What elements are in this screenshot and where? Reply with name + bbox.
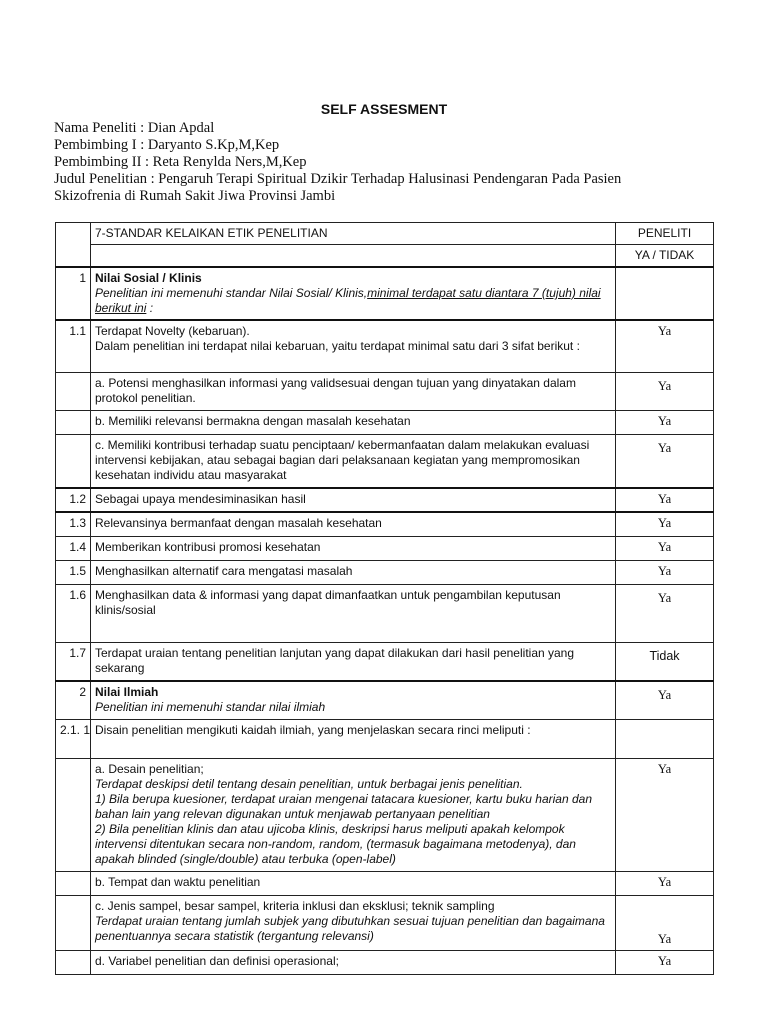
row-number: 1	[56, 267, 91, 320]
row-text: Terdapat Novelty (kebaruan). Dalam penelitian ini terdapat nilai kebaruan, yaitu terdapat minimal satu dari 3 sifat berikut :	[91, 320, 616, 372]
row-number	[56, 871, 91, 895]
row-answer: Ya	[616, 372, 714, 410]
row-number	[56, 372, 91, 410]
table-row	[56, 681, 714, 719]
row-number: 1.2	[56, 488, 91, 512]
row-number: 1.5	[56, 560, 91, 584]
header-empty-cell	[91, 245, 616, 268]
table-row	[56, 895, 714, 950]
research-title-line-2: Skizofrenia di Rumah Sakit Jiwa Provinsi Jambi	[54, 188, 336, 204]
row-answer: Ya	[616, 895, 714, 950]
row-text	[91, 267, 616, 320]
row-number: 1.3	[56, 512, 91, 536]
row-text: Terdapat uraian tentang penelitian lanjutan yang dapat dilakukan dari hasil penelitian yang sekarang	[91, 642, 616, 681]
table-row	[56, 536, 714, 560]
table-row	[56, 434, 714, 488]
row-text: c. Memiliki kontribusi terhadap suatu penciptaan/ kebermanfaatan dalam melakukan evaluasi intervensi kebijakan, atau sebagai bagian dari pelaksanaan kegiatan yang mempromosikan kesehatan individu atau masyarakat	[91, 434, 616, 488]
table-row	[56, 642, 714, 681]
row-number: 1.1	[56, 320, 91, 372]
header-no-cell	[56, 223, 91, 268]
row-number: 1.4	[56, 536, 91, 560]
table-row	[56, 560, 714, 584]
table-row	[56, 488, 714, 512]
supervisor-1: Pembimbing I : Daryanto S.Kp,M,Kep	[54, 137, 280, 153]
row-answer: Ya	[616, 512, 714, 536]
row-number	[56, 410, 91, 434]
row-text: a. Potensi menghasilkan informasi yang validsesuai dengan tujuan yang dinyatakan dalam protokol penelitian.	[91, 372, 616, 410]
row-text: d. Variabel penelitian dan definisi operasional;	[91, 950, 616, 974]
row-number: 1.6	[56, 584, 91, 642]
row-number: 2	[56, 681, 91, 719]
row-answer: Ya	[616, 758, 714, 871]
row-text: Relevansinya bermanfaat dengan masalah kesehatan	[91, 512, 616, 536]
header-peneliti: PENELITI	[616, 223, 714, 245]
row-number	[56, 895, 91, 950]
research-info	[54, 120, 734, 205]
section-title: Nilai Ilmiah	[95, 685, 159, 699]
table-row	[56, 719, 714, 758]
table-row	[56, 267, 714, 320]
row-text: b. Memiliki relevansi bermakna dengan masalah kesehatan	[91, 410, 616, 434]
row-answer: Ya	[616, 410, 714, 434]
header-standard-title: 7-STANDAR KELAIKAN ETIK PENELITIAN	[91, 223, 616, 245]
row-answer: Ya	[616, 950, 714, 974]
row-answer: Ya	[616, 871, 714, 895]
table-row	[56, 410, 714, 434]
table-row	[56, 758, 714, 871]
section-description: Penelitian ini memenuhi standar Nilai Sosial/ Klinis,minimal terdapat satu diantara 7 (tujuh) nilai berikut ini :	[95, 286, 601, 315]
table-header-row	[56, 223, 714, 245]
row-text: Disain penelitian mengikuti kaidah ilmiah, yang menjelaskan secara rinci meliputi :	[91, 719, 616, 758]
row-answer: Ya	[616, 320, 714, 372]
section-description: Penelitian ini memenuhi standar nilai ilmiah	[95, 700, 326, 714]
assessment-table	[55, 222, 714, 975]
row-text: Menghasilkan data & informasi yang dapat dimanfaatkan untuk pengambilan keputusan klinis/sosial	[91, 584, 616, 642]
row-text: Memberikan kontribusi promosi kesehatan	[91, 536, 616, 560]
header-ya-tidak: YA / TIDAK	[616, 245, 714, 268]
row-answer: Ya	[616, 434, 714, 488]
row-number: 1.7	[56, 642, 91, 681]
table-subheader-row	[56, 245, 714, 268]
table-row	[56, 871, 714, 895]
supervisor-2: Pembimbing II : Reta Renylda Ners,M,Kep	[54, 154, 307, 170]
row-answer: Tidak	[616, 642, 714, 681]
researcher-name: Nama Peneliti : Dian Apdal	[54, 120, 215, 136]
row-text: b. Tempat dan waktu penelitian	[91, 871, 616, 895]
table-row	[56, 584, 714, 642]
row-text: Menghasilkan alternatif cara mengatasi masalah	[91, 560, 616, 584]
row-answer: Ya	[616, 584, 714, 642]
row-number: 2.1. 1	[56, 719, 91, 758]
table-row	[56, 512, 714, 536]
research-title-line-1: Judul Penelitian : Pengaruh Terapi Spiritual Dzikir Terhadap Halusinasi Pendengaran Pada Pasien	[54, 171, 622, 187]
document-title: SELF ASSESMENT	[320, 101, 448, 117]
row-answer: Ya	[616, 681, 714, 719]
row-text: Sebagai upaya mendesiminasikan hasil	[91, 488, 616, 512]
row-text: a. Desain penelitian; Terdapat deskipsi detil tentang desain penelitian, untuk berbagai jenis penelitian. 1) Bila berupa kuesioner, terdapat uraian mengenai tatacara kuesioner, kartu buku harian dan bahan lain yang relevan digunakan untuk menjawab pertanyaan penelitian 2) Bila penelitian klinis dan atau ujicoba klinis, deskripsi harus meliputi apakah kelompok intervensi ditentukan secara non-random, random, (termasuk bagaimana metodenya), dan apakah blinded (single/double) atau terbuka (open-label)	[91, 758, 616, 871]
table-row	[56, 372, 714, 410]
table-row	[56, 950, 714, 974]
row-text: c. Jenis sampel, besar sampel, kriteria inklusi dan eksklusi; teknik sampling Terdapat uraian tentang jumlah subjek yang dibutuhkan sesuai tujuan penelitian dan bagaimana penentuannya secara statistik (tergantung relevansi)	[91, 895, 616, 950]
row-answer: Ya	[616, 488, 714, 512]
row-answer	[616, 719, 714, 758]
row-number	[56, 950, 91, 974]
row-answer	[616, 267, 714, 320]
row-answer: Ya	[616, 560, 714, 584]
row-number	[56, 758, 91, 871]
row-text	[91, 681, 616, 719]
row-answer: Ya	[616, 536, 714, 560]
row-number	[56, 434, 91, 488]
table-row	[56, 320, 714, 372]
section-title: Nilai Sosial / Klinis	[95, 271, 202, 285]
